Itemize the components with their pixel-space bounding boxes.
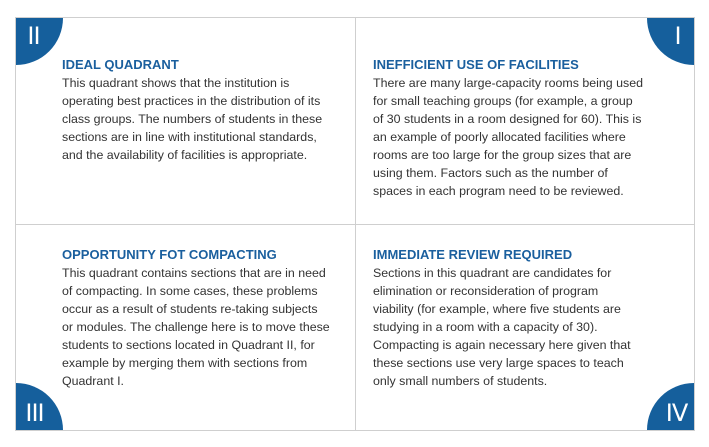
description-line: There are many large-capacity rooms being used (373, 76, 643, 90)
quadrant-title: INEFFICIENT USE OF FACILITIES (373, 57, 579, 72)
description-line: This quadrant shows that the institution is (62, 76, 290, 90)
description-line: spaces in each program need to be reviewed. (373, 184, 624, 198)
description-line: Compacting is again necessary here given that (373, 338, 631, 352)
quadrant-ii-badge (16, 18, 63, 65)
description-line: using them. Factors such as the number of (373, 166, 608, 180)
description-line: viability (for example, where five students are (373, 302, 621, 316)
description-line: of compacting. In some cases, these problems (62, 284, 318, 298)
quadrant-i-numeral: I (674, 21, 681, 50)
description-line: of 30 students in a room designed for 60). This is (373, 112, 642, 126)
quadrant-ii (62, 56, 362, 164)
quadrant-iii (62, 246, 362, 390)
description-line: Quadrant I. (62, 374, 124, 388)
description-line: example by merging them with sections from (62, 356, 308, 370)
description-line: studying in a room with a capacity of 30). (373, 320, 598, 334)
quadrant-description (62, 264, 362, 390)
quadrant-iv-badge (647, 383, 694, 430)
quadrant-title: IDEAL QUADRANT (62, 57, 179, 72)
quadrant-i (373, 56, 673, 200)
quadrant-ii-numeral: II (27, 21, 40, 50)
description-line: rooms are too large for the group sizes that are (373, 148, 632, 162)
description-line: elimination or reconsideration of program (373, 284, 599, 298)
description-line: This quadrant contains sections that are in need (62, 266, 326, 280)
description-line: or modules. The challenge here is to move these (62, 320, 330, 334)
horizontal-divider (16, 224, 694, 225)
description-line: class groups. The numbers of students in these (62, 112, 323, 126)
description-line: sections are in line with institutional standards, (62, 130, 317, 144)
quadrant-iii-badge (16, 383, 63, 430)
quadrant-title: IMMEDIATE REVIEW REQUIRED (373, 247, 573, 262)
description-line: for small teaching groups (for example, a group (373, 94, 633, 108)
quadrant-title: OPPORTUNITY FOT COMPACTING (62, 247, 277, 262)
quadrant-description (62, 74, 362, 164)
description-line: occur as a result of students re-taking subjects (62, 302, 318, 316)
quadrant-description (373, 74, 673, 200)
description-line: and the availability of facilities is appropriate. (62, 148, 308, 162)
quadrant-iv (373, 246, 673, 390)
description-line: students to sections located in Quadrant II, for (62, 338, 315, 352)
quadrant-iii-numeral: III (25, 398, 44, 427)
quadrant-description (373, 264, 673, 390)
description-line: these sections use very large spaces to teach (373, 356, 624, 370)
description-line: an example of poorly allocated facilities where (373, 130, 626, 144)
quadrant-iv-numeral: IV (665, 398, 688, 427)
description-line: Sections in this quadrant are candidates for (373, 266, 612, 280)
quadrant-diagram (15, 17, 695, 431)
description-line: operating best practices in the distribution of its (62, 94, 321, 108)
description-line: only small numbers of students. (373, 374, 548, 388)
